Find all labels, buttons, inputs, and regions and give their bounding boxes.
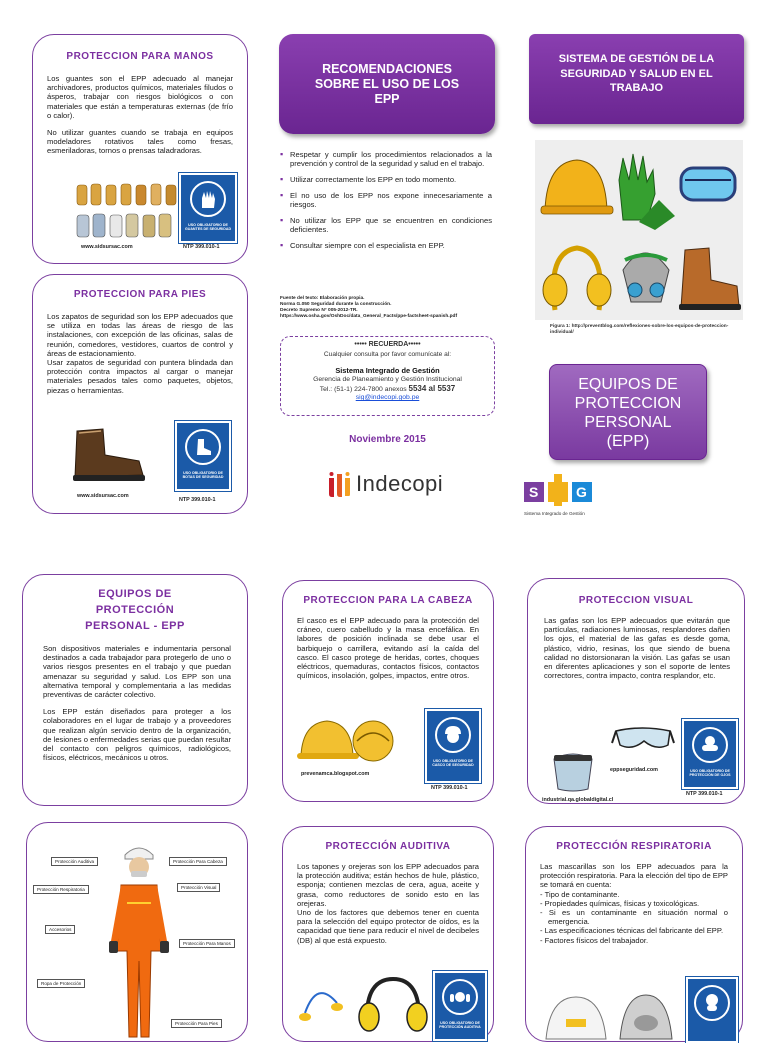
feet-ntp: NTP 399.010-1 — [179, 497, 216, 503]
epp-title-box — [549, 364, 707, 460]
respiratory-item: - Factores físicos del trabajador. — [540, 935, 649, 945]
telephone-label: Tel.: (51-1) 224-7800 anexos — [319, 386, 409, 393]
label-accessories: Accesorios — [45, 925, 75, 934]
respiratory-item: - Las especificaciones técnicas del fabricante del EPP. — [540, 926, 724, 936]
visual-ntp: NTP 399.010-1 — [686, 791, 723, 797]
respiratory-item: - Si es un contaminante en situación normal o emergencia. — [540, 908, 729, 927]
feet-paragraph-1: Los zapatos de seguridad son los EPP adecuados que se utiliza en todas las áreas de riesgo de las instalaciones, con excepción de las oficinas, salas de reunión, comedores, vestidores, cuartos de control y áreas de estacionamiento. — [47, 312, 233, 358]
visual-source-1: eppseguridad.com — [610, 767, 658, 773]
hands-paragraph-1: Los guantes son el EPP adecuado al manejar archivadores, productos químicos, materiales filudos o ásperos, trabajar con riesgos biológicos o con materiales que están a temperaturas externas (de frío o calor). — [47, 74, 233, 120]
label-respiratory-protection: Protección Respiratoria — [33, 885, 89, 894]
visual-card — [527, 578, 745, 804]
hearing-sign-caption: USO OBLIGATORIO DE PROTECCIÓN AUDITIVA — [439, 1021, 481, 1030]
label-foot-protection: Protección Para Pies — [171, 1019, 222, 1028]
helmet-image — [297, 715, 395, 765]
hearing-card — [282, 826, 494, 1042]
epp-illustration-grid — [535, 140, 743, 320]
boot-icon — [185, 429, 221, 465]
ear-protection-icon — [442, 979, 478, 1015]
epp-main-title: EQUIPOS DE PROTECCION PERSONAL (EPP) — [574, 376, 682, 450]
figure-caption: Figura 1: http://preventblog.com/reflexiones-sobre-los-equipos-de-proteccion-individual/ — [550, 324, 729, 335]
respiratory-intro: Las mascarillas son los EPP adecuados para la protección respiratoria. Para la elección del tipo de EPP se tomará en cuenta: — [540, 862, 728, 890]
text-sources — [280, 296, 495, 320]
respiratory-item: - Tipo de contaminante. — [540, 889, 620, 899]
org-name: Sistema Integrado de Gestión — [335, 366, 440, 375]
body-diagram-card — [26, 822, 248, 1042]
safety-boot-image — [69, 425, 149, 485]
gloves-image — [73, 181, 183, 243]
label-hand-protection: Protección Para Manos — [179, 939, 235, 948]
goggles-icon — [692, 727, 728, 763]
respiratory-item: - Propiedades químicas, físicas y toxicológicas. — [540, 898, 700, 908]
eye-protection-mandatory-sign — [682, 719, 738, 789]
svg-text:G: G — [576, 484, 587, 500]
epp-definition-paragraph-1: Son dispositivos materiales e indumentaria personal destinados a cada trabajador para protegerlo de uno o varios riesgos presentes en el trabajo y que puedan amenazar su seguridad y salud. Los EPP son una alternativa temporal y complementaria a las medidas preventivas de carácter colectivo. — [43, 644, 231, 700]
respiratory-list — [540, 890, 728, 945]
hearing-mandatory-sign — [433, 971, 487, 1041]
gloves-sign-caption: USO OBLIGATORIO DE GUANTES DE SEGURIDAD — [184, 223, 232, 232]
remember-title: RECUERDA — [368, 341, 409, 348]
head-ntp: NTP 399.010-1 — [431, 785, 468, 791]
gloves-mandatory-sign — [179, 173, 237, 243]
recommendations-header — [279, 34, 495, 134]
respirator-masks-image — [540, 983, 680, 1043]
feet-title: PROTECCION PARA PIES — [73, 289, 207, 300]
respiratory-card — [525, 826, 743, 1042]
indecopi-wordmark: Indecopi — [356, 471, 444, 496]
helmet-mandatory-sign — [425, 709, 481, 783]
department: Gerencia de Planeamiento y Gestión Institucional — [313, 376, 462, 383]
hearing-paragraph-2: Uno de los factores que debemos tener en cuenta para la selección del equipo protector de oídos, es la capacidad que tiene para reducir el nivel de decibeles (DB) al que está expuesto. — [297, 908, 479, 945]
indecopi-logo — [326, 470, 443, 498]
recommendations-title: RECOMENDACIONES SOBRE EL USO DE LOS EPP — [314, 62, 460, 106]
recommendation-item: ▪ No utilizar los EPP que se encuentren en condiciones deficientes. — [280, 216, 492, 234]
feet-card — [32, 274, 248, 514]
helmet-sign-caption: USO OBLIGATORIO DE CASCO DE SEGURIDAD — [432, 759, 474, 768]
hands-source: www.sidsursac.com — [81, 244, 133, 250]
head-paragraph: El casco es el EPP adecuado para la protección del cráneo, cuero cabelludo y la masa encefálica. En labores de posición inclinada se debe usar el barbiquejo o carrillera, evitando así la caída del casco. El casco protege de heridas, cortes, choques eléctricos, quemaduras, contactos físicos, contactos químicos, insolación, golpes, impactos, entre otros. — [297, 616, 479, 681]
epp-definition-paragraph-2: Los EPP están diseñados para proteger a los colaboradores en el lugar de trabajo y a proveedores que realizan algún servicio dentro de la organización, de lesiones o enfermedades serias que puedan resultar del contacto con peligros químicos, radiológicos, físicos, eléctricos, mecánicos u otros. — [43, 707, 231, 763]
hands-title: PROTECCION PARA MANOS — [66, 51, 214, 62]
source-line: Fuente del texto: Elaboración propia. — [280, 296, 365, 301]
epp-definition-card — [22, 574, 248, 806]
publication-date: Noviembre 2015 — [349, 434, 426, 445]
hands-paragraph-2: No utilizar guantes cuando se trabaja en equipos modeladores rotativos tales como fresas, esmeriladoras, tornos o prensas taladradoras. — [47, 128, 233, 156]
label-hearing-protection: Protección Auditiva — [51, 857, 98, 866]
remember-line: Cualquier consulta por favor comunícate al: — [323, 351, 452, 358]
feet-paragraph-2: Usar zapatos de seguridad con puntera blindada dan protección contra impactos al cargar o manejar materiales pesados tales como paquetes, objetos, piezas o herramientas. — [47, 358, 233, 395]
respiratory-mandatory-sign — [686, 977, 738, 1043]
glove-icon — [190, 181, 226, 217]
source-line: Decreto Supremo N° 005-2012-TR. — [280, 308, 358, 313]
source-line: Norma G.050 Seguridad durante la construcción. — [280, 302, 392, 307]
recommendation-item: ▪ Respetar y cumplir los procedimientos relacionados a la prevención y control de la seguridad y salud en el trabajo. — [280, 150, 492, 168]
label-visual-protection: Protección Visual — [177, 883, 220, 892]
face-shield-image — [548, 749, 598, 793]
hearing-title: PROTECCIÓN AUDITIVA — [325, 841, 451, 852]
eye-protection-sign-caption: USO OBLIGATORIO DE PROTECCIÓN DE OJOS — [689, 769, 731, 778]
hands-ntp: NTP 399.010-1 — [183, 244, 220, 250]
sig-logo-icon — [524, 474, 596, 506]
respiratory-title: PROTECCIÓN RESPIRATORIA — [556, 841, 712, 852]
earplugs-image — [297, 973, 427, 1033]
system-title: SISTEMA DE GESTIÓN DE LA SEGURIDAD Y SALUD EN EL TRABAJO — [558, 53, 715, 94]
label-protective-clothing: Ropa de Protección — [37, 979, 85, 988]
indecopi-mark-icon — [326, 470, 352, 498]
epp-definition-title: EQUIPOS DE PROTECCIÓN PERSONAL - EPP — [85, 588, 185, 632]
visual-paragraph: Las gafas son los EPP adecuados que evitarán que partículas, radiaciones luminosas, resplandores dañen los ojos, el material de las gafas es desde goma, plástico, vidrio, resinas, los que siendo de buena calidad no distorsionaran la visión. Las gafas se usan en diferentes aplicaciones y son el soporte de lentes correctores, contra impacto, contra resplandor, etc. — [544, 616, 730, 681]
hands-card — [32, 34, 248, 264]
boots-sign-caption: USO OBLIGATORIO DE BOTAS DE SEGURIDAD — [182, 471, 224, 480]
source-line: https://www.osha.gov/OshDoc/data_General_Facts/ppe-factsheet-spanish.pdf — [280, 314, 458, 319]
label-head-protection: Protección Para Cabeza — [169, 857, 227, 866]
head-source: prevenamca.blogspot.com — [301, 771, 370, 777]
visual-title: PROTECCION VISUAL — [578, 595, 694, 606]
telephone-extensions: 5534 al 5537 — [408, 384, 456, 393]
recommendation-item: ▪ Utilizar correctamente los EPP en todo momento. — [280, 175, 492, 184]
email-link[interactable]: sig@indecopi.gob.pe — [355, 394, 420, 401]
safety-glasses-image — [612, 723, 674, 755]
hearing-paragraph-1: Los tapones y orejeras son los EPP adecuados para la protección auditiva; están hechos de hule, plástico, esponja; contienen mezclas de cera, agua, aceite y grasa, como reductores de sonido esto en las orejeras. — [297, 862, 479, 908]
remember-title-row: ••••• RECUERDA••••• — [354, 341, 421, 348]
recommendations-list — [280, 150, 492, 257]
helmet-icon — [435, 717, 471, 753]
boots-mandatory-sign — [175, 421, 231, 491]
recommendation-item: ▪ Consultar siempre con el especialista en EPP. — [280, 241, 492, 250]
remember-content — [280, 341, 495, 401]
telephone — [280, 384, 495, 393]
worker-figure — [107, 841, 171, 1041]
recommendation-item: ▪ El no uso de los EPP nos expone innecesariamente a riesgos. — [280, 191, 492, 209]
system-header — [529, 34, 744, 124]
sig-subtitle: Sistema Integrado de Gestión — [524, 511, 585, 516]
head-title: PROTECCION PARA LA CABEZA — [303, 595, 473, 606]
feet-source: www.sidsursac.com — [77, 493, 129, 499]
respirator-icon — [694, 985, 730, 1021]
visual-source-2: industrial.qa.globaldigital.cl — [542, 797, 614, 803]
head-card — [282, 580, 494, 802]
sig-logo — [524, 474, 620, 516]
svg-text:S: S — [529, 484, 539, 500]
